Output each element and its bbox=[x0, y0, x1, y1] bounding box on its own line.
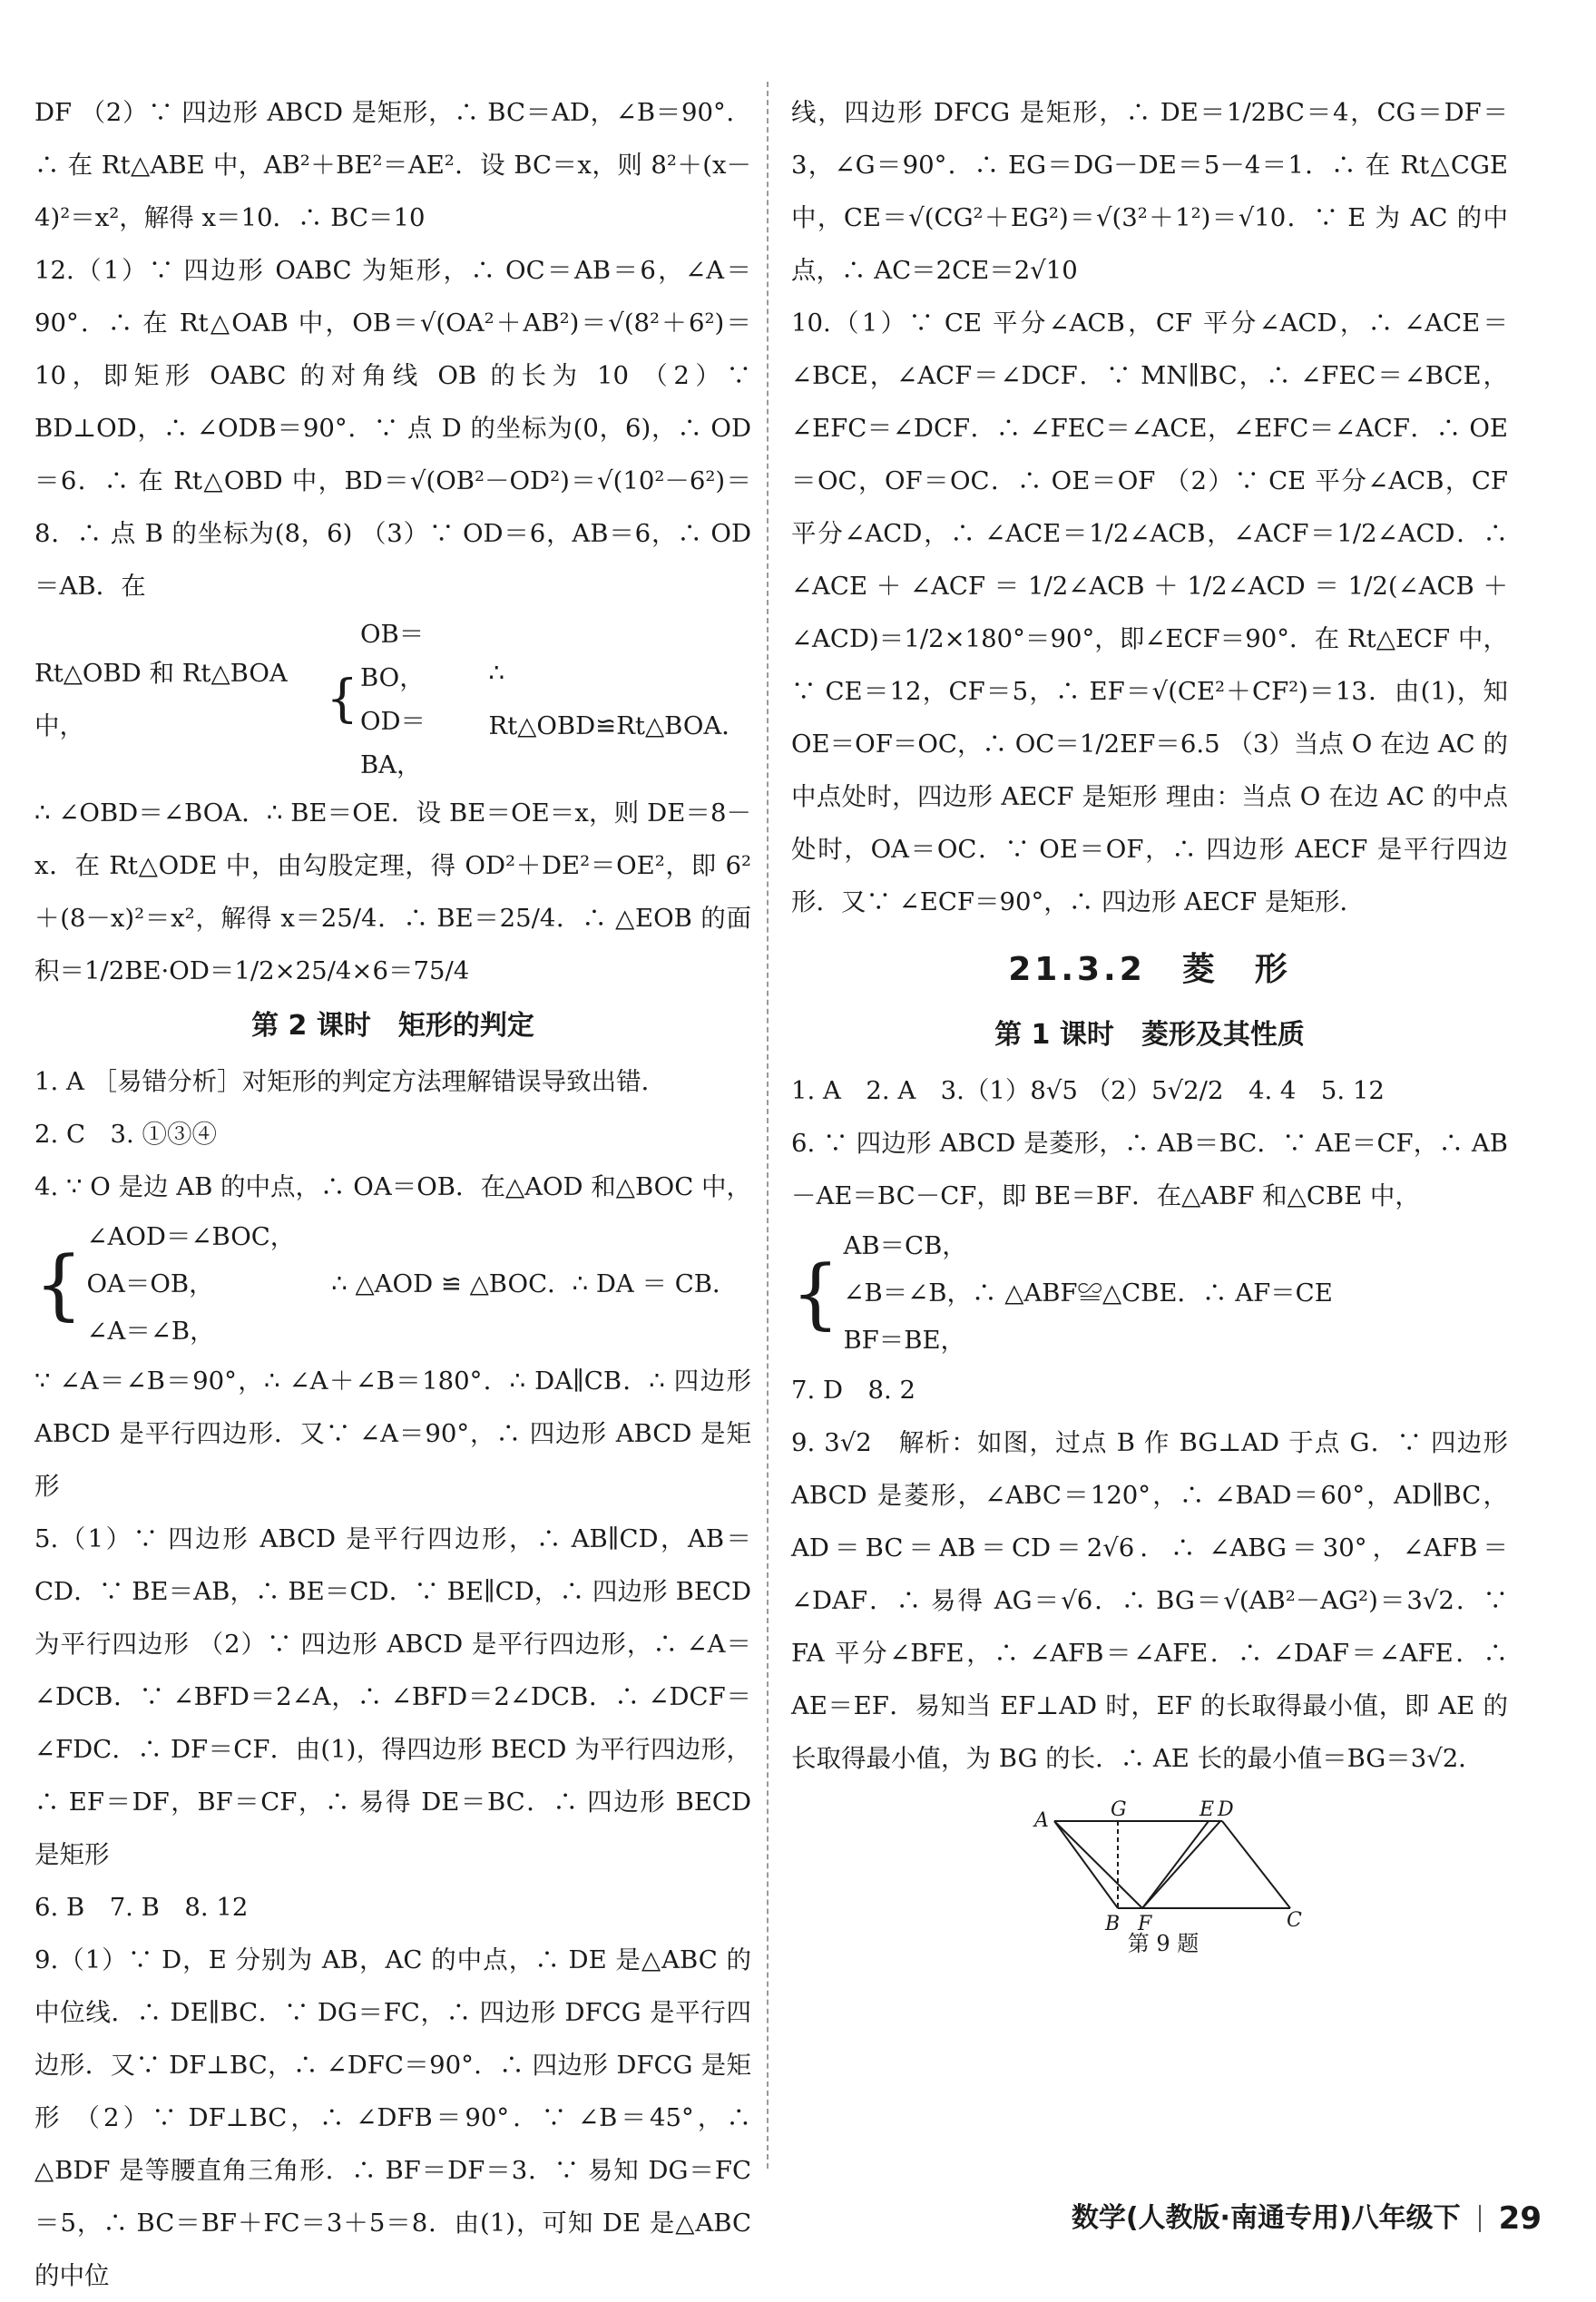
left-brace: { bbox=[791, 1249, 840, 1337]
system-eq: ∠AOD＝∠BOC， bbox=[86, 1222, 296, 1251]
answer-4-tail: ∵ ∠A＝∠B＝90°，∴ ∠A＋∠B＝180°．∴ DA∥CB．∴ 四边形 ABCD 是平行四边形．又∵ ∠A＝90°，∴ 四边形 ABCD 是矩形 bbox=[34, 1367, 751, 1501]
answer-11-continued: DF （2）∵ 四边形 ABCD 是矩形，∴ BC＝AD，∠B＝90°．∴ 在 Rt△ABE 中，AB²＋BE²＝AE²．设 BC＝x，则 8²＋(x－4)²＝x²，解得 x＝10．∴ BC＝10 bbox=[34, 98, 751, 232]
section-title: 21.3.2 菱 形 bbox=[1008, 951, 1291, 988]
answer-4-lead: 4. ∵ O 是边 AB 的中点，∴ OA＝OB．在△AOD 和△BOC 中， bbox=[34, 1172, 751, 1201]
answer-2-3: 2. C 3. ①③④ bbox=[34, 1120, 217, 1149]
rhombus-figure bbox=[1027, 1798, 1302, 1956]
label-A: A bbox=[1034, 1809, 1049, 1832]
lesson-title: 第 2 课时 矩形的判定 bbox=[251, 1010, 534, 1042]
answer-4-system bbox=[34, 1213, 751, 1355]
rhombus-diagram bbox=[1027, 1798, 1302, 1937]
label-D: D bbox=[1218, 1798, 1234, 1821]
system-equations bbox=[360, 612, 480, 787]
answer-12-system bbox=[34, 612, 751, 787]
system-conclusion: ∴ △AOD ≌ △BOC．∴ DA ＝ CB． bbox=[331, 1269, 738, 1298]
footer-divider bbox=[1479, 2205, 1481, 2232]
answer-12: 12.（1）∵ 四边形 OABC 为矩形，∴ OC＝AB＝6，∠A＝90°．∴ 在 Rt△OAB 中，OB＝√(OA²＋AB²)＝√(8²＋6²)＝10，即矩形 OABC 的对角线 OB 的长为 10 （2）∵ BD⊥OD，∴ ∠ODB＝90°．∵ 点 D 的坐标为(0，6)，∴ OD＝6．∴ 在 Rt△OBD 中，BD＝√(OB²－OD²)＝√(10²－6²)＝8．∴ 点 B 的坐标为(8，6) （3）∵ OD＝6，AB＝6，∴ OD＝AB．在 bbox=[34, 256, 751, 601]
system-eq: ∠A＝∠B， bbox=[86, 1317, 215, 1346]
system-eq: OD＝BA， bbox=[359, 707, 426, 779]
label-B: B bbox=[1105, 1913, 1121, 1935]
left-brace: { bbox=[326, 670, 358, 729]
answer-9: 9. 3√2 解析：如图，过点 B 作 BG⊥AD 于点 G．∵ 四边形 ABCD 是菱形，∠ABC＝120°，∴ ∠BAD＝60°，AD∥BC，AD＝BC＝AB＝CD＝2√6．∴ ∠ABG＝30°，∠AFB＝∠DAF．∴ 易得 AG＝√6．∴ BG＝√(AB²－AG²)＝3√2．∵ FA 平分∠BFE，∴ ∠AFB＝∠AFE．∴ ∠DAF＝∠AFE．∴ AE＝EF．易知当 EF⊥AD 时，EF 的长取得最小值，即 AE 的长取得最小值，为 BG 的长．∴ AE 长的最小值＝BG＝3√2． bbox=[791, 1428, 1508, 1773]
answer-10: 10.（1）∵ CE 平分∠ACB，CF 平分∠ACD，∴ ∠ACE＝∠BCE，∠ACF＝∠DCF．∵ MN∥BC，∴ ∠FEC＝∠BCE，∠EFC＝∠DCF．∴ ∠FEC＝∠ACE，∠EFC＝∠ACF．∴ OE＝OC，OF＝OC．∴ OE＝OF （2）∵ CE 平分∠ACB，CF 平分∠ACD，∴ ∠ACE＝1/2∠ACB，∠ACF＝1/2∠ACD．∴ ∠ACE＋∠ACF＝1/2∠ACB＋1/2∠ACD＝1/2(∠ACB＋∠ACD)＝1/2×180°＝90°，即∠ECF＝90°．在 Rt△ECF 中，∵ CE＝12，CF＝5，∴ EF＝√(CE²＋CF²)＝13．由(1)，知 OE＝OF＝OC，∴ OC＝1/2EF＝6.5 （3）当点 O 在边 AC 的中点处时，四边形 AECF 是矩形 理由：当点 O 在边 AC 的中点处时，OA＝OC．∵ OE＝OF，∴ 四边形 AECF 是平行四边形．又∵ ∠ECF＝90°，∴ 四边形 AECF 是矩形． bbox=[791, 309, 1508, 916]
system-lead: Rt△OBD 和 Rt△BOA 中， bbox=[34, 659, 288, 740]
system-conclusion: ∴ Rt△OBD≌Rt△BOA． bbox=[488, 659, 747, 740]
label-F: F bbox=[1138, 1913, 1152, 1935]
answer-6-system bbox=[791, 1222, 1508, 1364]
left-brace: { bbox=[34, 1239, 83, 1328]
label-G: G bbox=[1111, 1798, 1127, 1821]
system-eq: OA＝OB， bbox=[86, 1269, 214, 1298]
right-column bbox=[791, 86, 1508, 1955]
column-divider bbox=[767, 82, 769, 2169]
system-eq: OB＝BO， bbox=[359, 620, 425, 692]
answer-1-5: 1. A 2. A 3.（1）8√5 （2）5√2/2 4. 4 5. 12 bbox=[791, 1076, 1385, 1105]
figure-caption: 第 9 题 bbox=[1127, 1931, 1199, 1956]
book-title: 数学(人教版·南通专用)八年级下 bbox=[1071, 2202, 1461, 2234]
lesson-title: 第 1 课时 菱形及其性质 bbox=[994, 1019, 1305, 1051]
answer-5: 5.（1）∵ 四边形 ABCD 是平行四边形，∴ AB∥CD，AB＝CD．∵ BE＝AB，∴ BE＝CD．∵ BE∥CD，∴ 四边形 BECD 为平行四边形 （2）∵ 四边形 ABCD 是平行四边形，∴ ∠A＝∠DCB．∵ ∠BFD＝2∠A，∴ ∠BFD＝2∠DCB．∴ ∠DCF＝∠FDC．∴ DF＝CF．由(1)，得四边形 BECD 为平行四边形，∴ EF＝DF，BF＝CF，∴ 易得 DE＝BC．∴ 四边形 BECD 是矩形 bbox=[34, 1524, 751, 1869]
page-footer bbox=[1072, 2200, 1542, 2237]
system-eq: AB＝CB， bbox=[843, 1231, 967, 1260]
answer-6-lead: 6. ∵ 四边形 ABCD 是菱形，∴ AB＝BC．∵ AE＝CF，∴ AB－AE＝BC－CF，即 BE＝BF．在△ABF 和△CBE 中， bbox=[791, 1129, 1508, 1210]
answer-9: 9.（1）∵ D，E 分别为 AB，AC 的中点，∴ DE 是△ABC 的中位线．∴ DE∥BC．∵ DG＝FC，∴ 四边形 DFCG 是平行四边形．又∵ DF⊥BC，∴ ∠DFC＝90°．∴ 四边形 DFCG 是矩形 （2）∵ DF⊥BC，∴ ∠DFB＝90°．∵ ∠B＝45°，∴ △BDF 是等腰直角三角形．∴ BF＝DF＝3．∵ 易知 DG＝FC＝5，∴ BC＝BF＋FC＝3＋5＝8．由(1)，可知 DE 是△ABC 的中位 bbox=[34, 1945, 751, 2290]
left-column bbox=[34, 86, 751, 2302]
answer-12-part3: ∴ ∠OBD＝∠BOA．∴ BE＝OE．设 BE＝OE＝x，则 DE＝8－x．在 Rt△ODE 中，由勾股定理，得 OD²＋DE²＝OE²，即 6²＋(8－x)²＝x²，解得 x＝25/4．∴ BE＝25/4．∴ △EOB 的面积＝1/2BE·OD＝1/2×25/4×6＝75/4 bbox=[34, 798, 751, 985]
answer-1: 1. A ［易错分析］对矩形的判定方法理解错误导致出错． bbox=[34, 1067, 667, 1096]
answer-7-8: 7. D 8. 2 bbox=[791, 1376, 916, 1405]
answer-6-8: 6. B 7. B 8. 12 bbox=[34, 1893, 249, 1922]
system-eq: ∠B＝∠B，∴ △ABF≌△CBE．∴ AF＝CE bbox=[843, 1278, 1333, 1308]
system-equations bbox=[86, 1213, 295, 1355]
label-C: C bbox=[1287, 1909, 1302, 1932]
label-E: E bbox=[1199, 1798, 1215, 1821]
page-number: 29 bbox=[1498, 2200, 1542, 2237]
system-eq: BF＝BE， bbox=[843, 1326, 966, 1355]
answer-9-continued: 线，四边形 DFCG 是矩形，∴ DE＝1/2BC＝4，CG＝DF＝3，∠G＝90°．∴ EG＝DG－DE＝5－4＝1．∴ 在 Rt△CGE 中，CE＝√(CG²＋EG²)＝√(3²＋1²)＝√10．∵ E 为 AC 的中点，∴ AC＝2CE＝2√10 bbox=[791, 98, 1508, 285]
system-equations bbox=[843, 1222, 1332, 1364]
